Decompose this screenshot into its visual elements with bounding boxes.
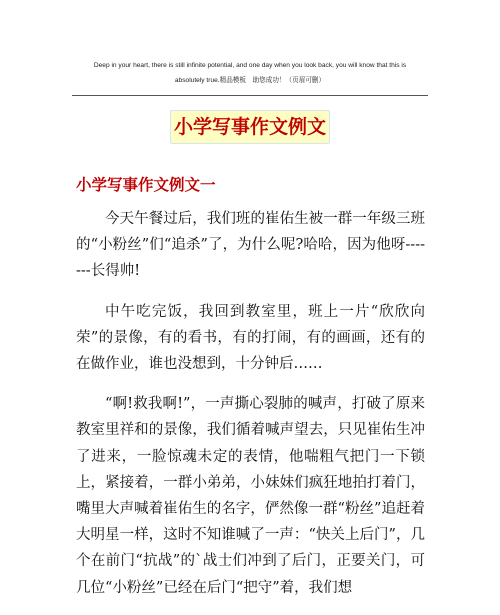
header-line-2: absolutely true.精品模板 助您成功！（页眉可删）	[174, 77, 326, 84]
paragraph-1: 今天午餐过后，我们班的崔佑生被一群一年级三班的“小粉丝”们“追杀”了，为什么呢?哈哈，因为他呀-------长得帅!	[76, 211, 425, 280]
section-heading: 小学写事作文例文一	[76, 175, 216, 194]
paragraph-3: “啊!救我啊!”，一声撕心裂肺的喊声，打破了原来教室里祥和的景像，我们循着喊声望去，只见崔佑生冲了进来，一脸惊魂未定的表情，他喘粗气把门一下锁上，紧接着，一群小弟弟，小妹妹们疯狂地拍打着门，嘴里大声喊着崔佑生的名字，俨然像一群“粉丝”追赶着大明星一样，这时不知谁喊了一声：“快关上后门”，几个在前门“抗战”的`战士们冲到了后门，正要关门，可几位“小粉丝”已经在后门“把守”着，我们想	[76, 396, 425, 596]
document-title: 小学写事作文例文	[170, 110, 330, 144]
document-body	[76, 206, 425, 615]
header-line-1: Deep in your heart, there is still infinite potential, and one day when you look back, you will know that this is	[93, 62, 407, 69]
page-header	[72, 58, 428, 88]
title-container	[0, 110, 500, 144]
header-divider	[72, 95, 428, 96]
paragraph-2: 中午吃完饭，我回到教室里，班上一片“欣欣向荣”的景像，有的看书，有的打闹，有的画画，还有的在做作业，谁也没想到，十分钟后……	[76, 303, 425, 373]
